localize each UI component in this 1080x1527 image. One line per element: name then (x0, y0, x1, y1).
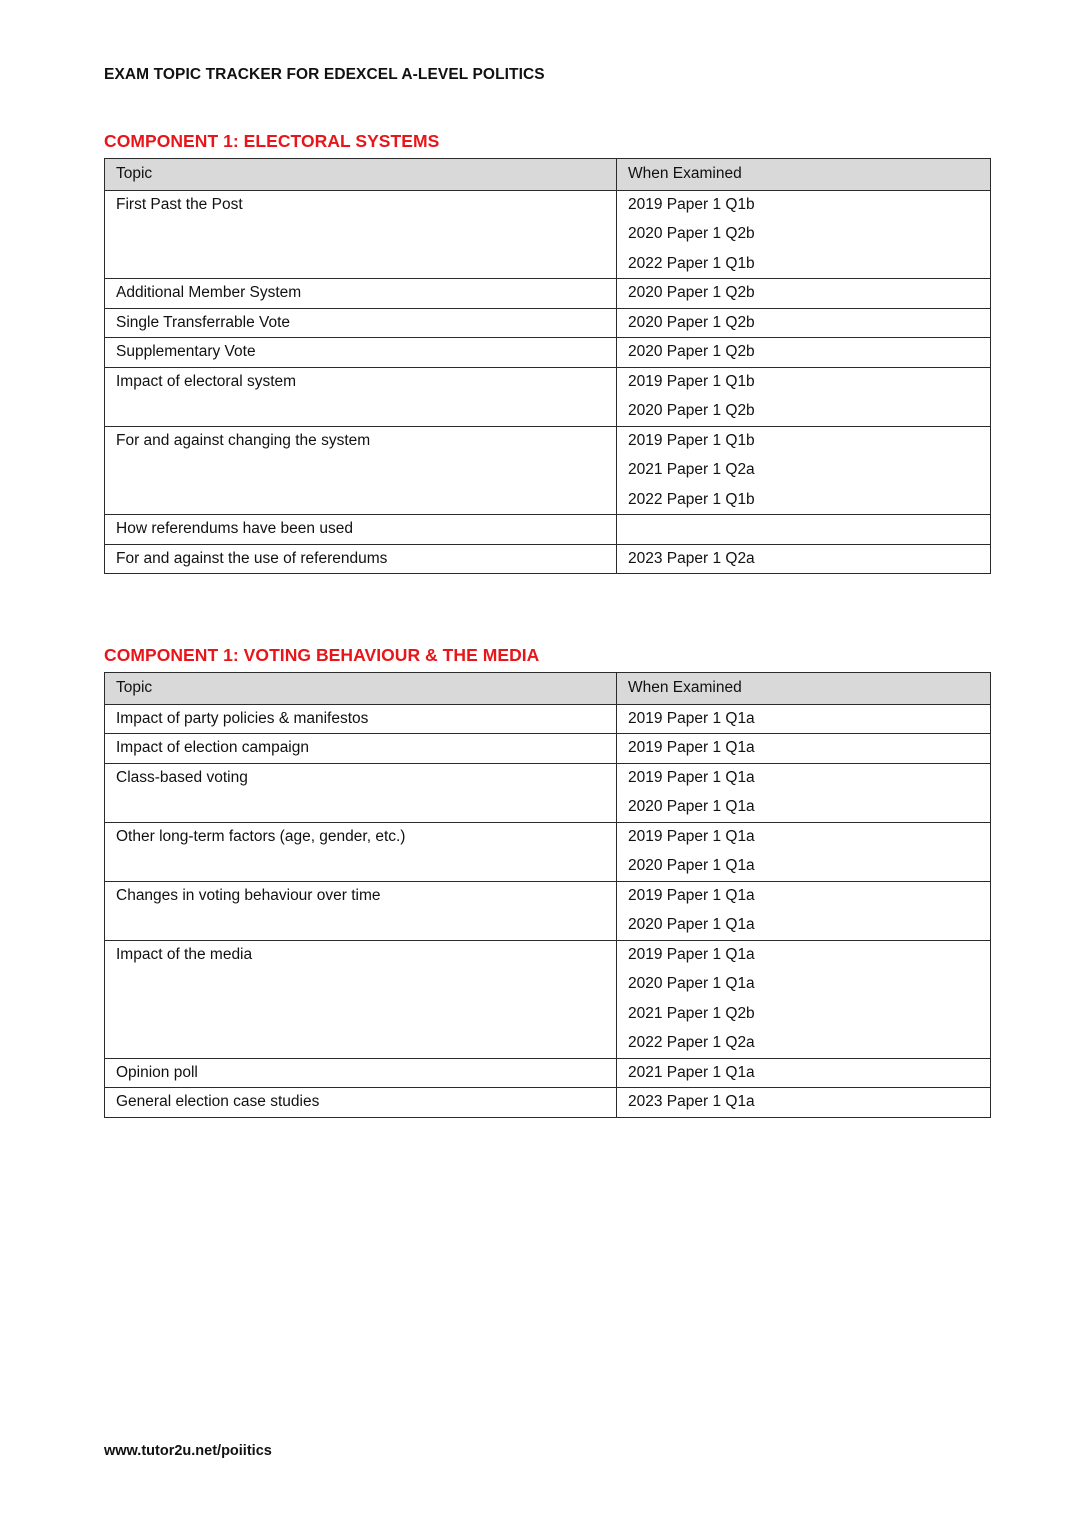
when-examined-cell (617, 1058, 991, 1088)
topic-cell: Single Transferrable Vote (105, 308, 617, 338)
table-row (105, 338, 991, 368)
table-row (105, 190, 991, 279)
table-header-row (105, 673, 991, 705)
topic-cell: Impact of election campaign (105, 734, 617, 764)
section-heading: COMPONENT 1: VOTING BEHAVIOUR & THE MEDIA (104, 645, 540, 665)
table-row (105, 308, 991, 338)
exam-entry: 2020 Paper 1 Q1a (628, 975, 755, 992)
when-examined-cell (617, 338, 991, 368)
when-examined-cell (617, 822, 991, 881)
when-examined-cell (617, 704, 991, 734)
topic-cell: Opinion poll (105, 1058, 617, 1088)
table-row (105, 881, 991, 940)
exam-entry: 2019 Paper 1 Q1b (628, 372, 755, 390)
table-body (105, 190, 991, 574)
when-examined-cell (617, 763, 991, 822)
topic-cell: For and against the use of referendums (105, 544, 617, 574)
exam-entry: 2019 Paper 1 Q1a (628, 739, 755, 756)
exam-entry: 2020 Paper 1 Q2b (628, 313, 755, 331)
when-examined-cell (617, 190, 991, 279)
exam-entry: 2020 Paper 1 Q2b (628, 225, 755, 242)
exam-entry: 2019 Paper 1 Q1a (628, 945, 755, 963)
topic-cell: Other long-term factors (age, gender, etc.) (105, 822, 617, 881)
column-header-topic: Topic (105, 673, 617, 705)
topic-cell: How referendums have been used (105, 515, 617, 545)
topic-cell: Impact of electoral system (105, 367, 617, 426)
table-row (105, 279, 991, 309)
column-header-when-examined: When Examined (617, 673, 991, 705)
when-examined-cell (617, 426, 991, 515)
when-examined-cell (617, 544, 991, 574)
exam-entry: 2021 Paper 1 Q1a (628, 1063, 755, 1081)
exam-entry: 2019 Paper 1 Q1a (628, 886, 755, 904)
table-row (105, 426, 991, 515)
exam-entry: 2019 Paper 1 Q1b (628, 195, 755, 213)
table-row (105, 515, 991, 545)
exam-entry: 2020 Paper 1 Q2b (628, 402, 755, 419)
when-examined-cell (617, 308, 991, 338)
when-examined-cell (617, 881, 991, 940)
table-row (105, 544, 991, 574)
exam-entry: 2023 Paper 1 Q2a (628, 549, 755, 567)
exam-entry: 2019 Paper 1 Q1b (628, 431, 755, 449)
column-header-when-examined: When Examined (617, 159, 991, 191)
column-header-topic: Topic (105, 159, 617, 191)
exam-entry: 2023 Paper 1 Q1a (628, 1093, 755, 1110)
exam-entry: 2020 Paper 1 Q2b (628, 284, 755, 301)
when-examined-cell (617, 734, 991, 764)
table-row (105, 367, 991, 426)
exam-entry: 2019 Paper 1 Q1a (628, 827, 755, 845)
exam-entry: 2020 Paper 1 Q1a (628, 857, 755, 874)
section-voting-behaviour-media (104, 645, 990, 1118)
table-row (105, 822, 991, 881)
topic-tracker-table (104, 672, 991, 1118)
topic-cell: Supplementary Vote (105, 338, 617, 368)
topic-cell: First Past the Post (105, 190, 617, 279)
topic-cell: Class-based voting (105, 763, 617, 822)
table-row (105, 704, 991, 734)
exam-entry: 2021 Paper 1 Q2a (628, 461, 755, 478)
topic-tracker-table (104, 158, 991, 574)
page-title: EXAM TOPIC TRACKER FOR EDEXCEL A-LEVEL POLITICS (104, 66, 545, 83)
exam-entry: 2022 Paper 1 Q2a (628, 1034, 755, 1051)
exam-entry: 2020 Paper 1 Q1a (628, 916, 755, 933)
when-examined-cell (617, 367, 991, 426)
exam-entry: 2020 Paper 1 Q1a (628, 798, 755, 815)
table-row (105, 734, 991, 764)
exam-entry: 2022 Paper 1 Q1b (628, 490, 755, 508)
exam-entry: 2020 Paper 1 Q2b (628, 343, 755, 360)
footer-website-link[interactable]: www.tutor2u.net/poiitics (104, 1443, 272, 1459)
when-examined-cell (617, 279, 991, 309)
topic-cell: Impact of the media (105, 940, 617, 1058)
exam-entry: 2021 Paper 1 Q2b (628, 1004, 755, 1022)
table-row (105, 1088, 991, 1118)
table-header-row (105, 159, 991, 191)
exam-entry: 2019 Paper 1 Q1a (628, 709, 755, 727)
when-examined-cell (617, 940, 991, 1058)
table-body (105, 704, 991, 1117)
table-row (105, 763, 991, 822)
topic-cell: General election case studies (105, 1088, 617, 1118)
when-examined-cell (617, 515, 991, 545)
section-electoral-systems (104, 131, 990, 574)
topic-cell: Impact of party policies & manifestos (105, 704, 617, 734)
table-row (105, 940, 991, 1058)
topic-cell: Additional Member System (105, 279, 617, 309)
when-examined-cell (617, 1088, 991, 1118)
topic-cell: For and against changing the system (105, 426, 617, 515)
section-heading: COMPONENT 1: ELECTORAL SYSTEMS (104, 131, 440, 151)
table-row (105, 1058, 991, 1088)
exam-entry: 2019 Paper 1 Q1a (628, 768, 755, 786)
exam-entry: 2022 Paper 1 Q1b (628, 254, 755, 272)
topic-cell: Changes in voting behaviour over time (105, 881, 617, 940)
